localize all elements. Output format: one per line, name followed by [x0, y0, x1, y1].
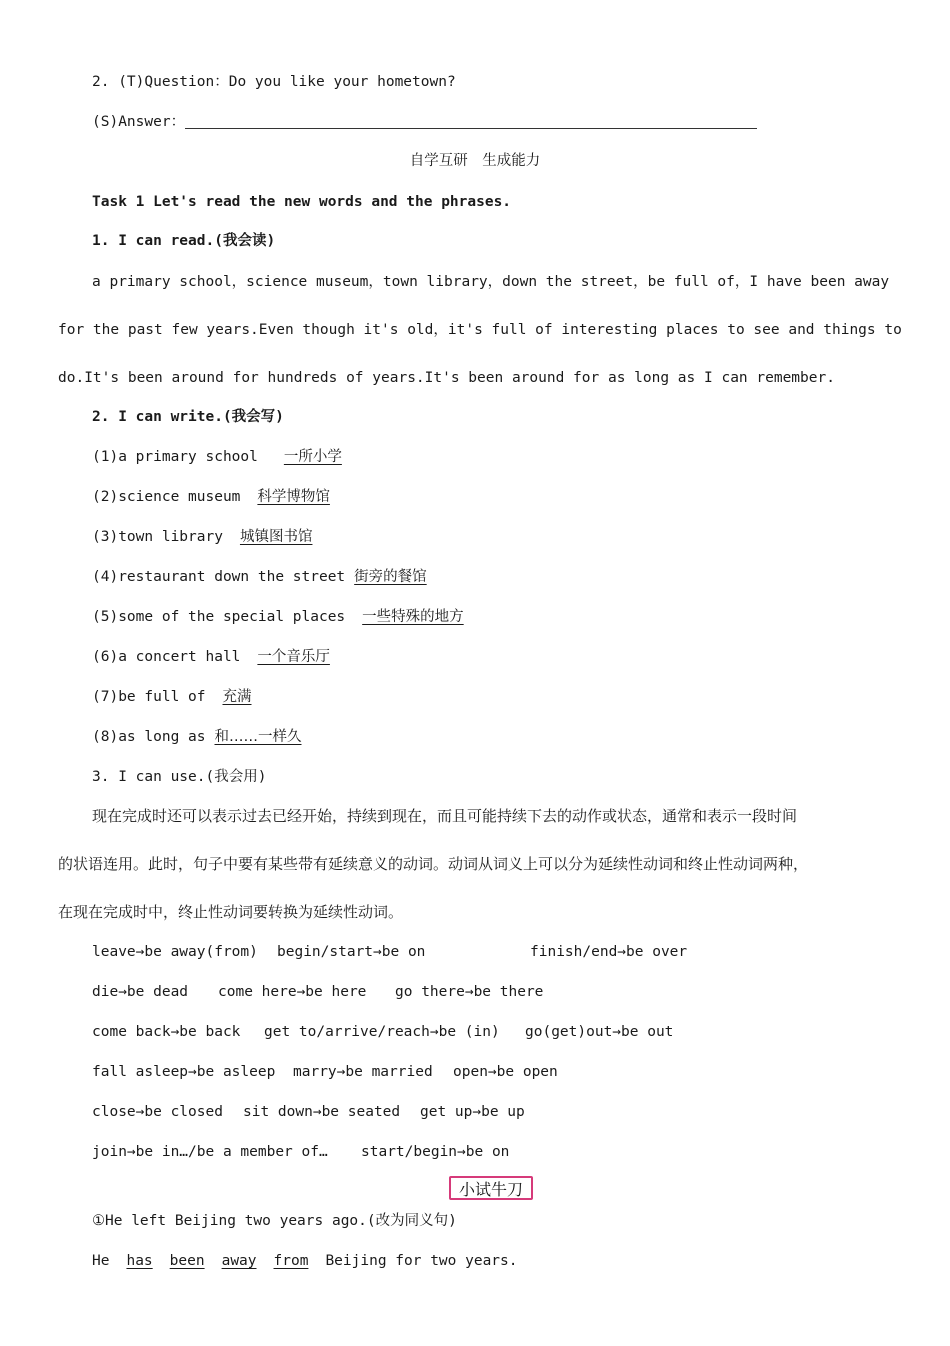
- write-item-6: [92, 647, 330, 667]
- write-item-8: [92, 727, 302, 747]
- write-heading: 2. I can write.(我会写): [92, 409, 284, 425]
- write-item-1: [92, 447, 342, 467]
- read-line-2: for the past few years.Even though it's old，it's full of interesting places to see and things to: [58, 322, 902, 338]
- answer-blank: has: [126, 1253, 153, 1269]
- use-heading: 3. I can use.(我会用): [92, 769, 267, 785]
- write-item-en: (4)restaurant down the street: [92, 569, 346, 585]
- verb-pair: go(get)out→be out: [525, 1024, 674, 1040]
- verb-pair: join→be in…/be a member of…: [92, 1144, 328, 1160]
- answer-blank: away: [221, 1253, 257, 1269]
- write-item-2: [92, 487, 330, 507]
- question-2: 2. (T)Question：Do you like your hometown?: [92, 74, 456, 90]
- answer-label: (S)Answer：: [92, 114, 186, 130]
- verb-pair: fall asleep→be asleep: [92, 1064, 276, 1080]
- verb-pair: finish/end→be over: [530, 944, 688, 960]
- write-item-cn: 街旁的餐馆: [354, 569, 427, 585]
- verb-pair: close→be closed: [92, 1104, 223, 1120]
- practice-item-1: ①He left Beijing two years ago.(改为同义句): [92, 1213, 457, 1229]
- write-item-en: (2)science museum: [92, 489, 241, 505]
- verb-pair: start/begin→be on: [361, 1144, 510, 1160]
- answer-blank: been: [169, 1253, 205, 1269]
- read-line-3: do.It's been around for hundreds of years.It's been around for as long as I can remember.: [58, 370, 835, 386]
- write-item-cn: 一所小学: [283, 449, 342, 465]
- verb-pair: sit down→be seated: [243, 1104, 401, 1120]
- read-line-1: a primary school，science museum，town library，down the street，be full of，I have been away: [92, 274, 890, 290]
- verb-pair: get up→be up: [420, 1104, 525, 1120]
- practice-answer: [92, 1251, 518, 1271]
- write-item-cn: 充满: [222, 689, 252, 705]
- verb-pair: open→be open: [453, 1064, 558, 1080]
- use-paragraph-line-3: 在现在完成时中，终止性动词要转换为延续性动词。: [58, 903, 404, 921]
- answer-prefix: He: [92, 1253, 110, 1269]
- write-item-4: [92, 567, 427, 587]
- write-item-cn: 和……一样久: [214, 729, 302, 745]
- write-item-en: (1)a primary school: [92, 449, 258, 465]
- answer-blank-line: [185, 128, 757, 129]
- write-item-en: (6)a concert hall: [92, 649, 241, 665]
- write-item-3: [92, 527, 312, 547]
- write-item-cn: 科学博物馆: [257, 489, 330, 505]
- write-item-en: (7)be full of: [92, 689, 206, 705]
- write-item-en: (8)as long as: [92, 729, 206, 745]
- section-title: 自学互研 生成能力: [409, 153, 541, 169]
- write-item-cn: 一些特殊的地方: [362, 609, 464, 625]
- verb-pair: go there→be there: [395, 984, 544, 1000]
- verb-pair: die→be dead: [92, 984, 189, 1000]
- task1-heading: Task 1 Let's read the new words and the phrases.: [92, 194, 512, 210]
- write-item-en: (3)town library: [92, 529, 223, 545]
- write-item-cn: 城镇图书馆: [239, 529, 313, 545]
- verb-pair: come here→be here: [218, 984, 367, 1000]
- verb-pair: come back→be back: [92, 1024, 241, 1040]
- verb-pair: leave→be away(from): [92, 944, 258, 960]
- write-item-7: [92, 687, 252, 707]
- write-item-cn: 一个音乐厅: [257, 649, 330, 665]
- verb-pair: get to/arrive/reach→be (in): [264, 1024, 500, 1040]
- verb-pair: begin/start→be on: [277, 944, 426, 960]
- practice-badge: 小试牛刀: [449, 1176, 533, 1200]
- answer-blank: from: [273, 1253, 309, 1269]
- write-item-5: [92, 607, 464, 627]
- use-paragraph-line-2: 的状语连用。此时，句子中要有某些带有延续意义的动词。动词从词义上可以分为延续性动词和终止性动词两种，: [58, 855, 809, 873]
- use-paragraph-line-1: 现在完成时还可以表示过去已经开始，持续到现在，而且可能持续下去的动作或状态，通常和表示一段时间: [92, 807, 798, 825]
- verb-pair: marry→be married: [293, 1064, 433, 1080]
- read-heading: 1. I can read.(我会读): [92, 233, 276, 249]
- write-item-en: (5)some of the special places: [92, 609, 346, 625]
- answer-suffix: Beijing for two years.: [325, 1253, 518, 1269]
